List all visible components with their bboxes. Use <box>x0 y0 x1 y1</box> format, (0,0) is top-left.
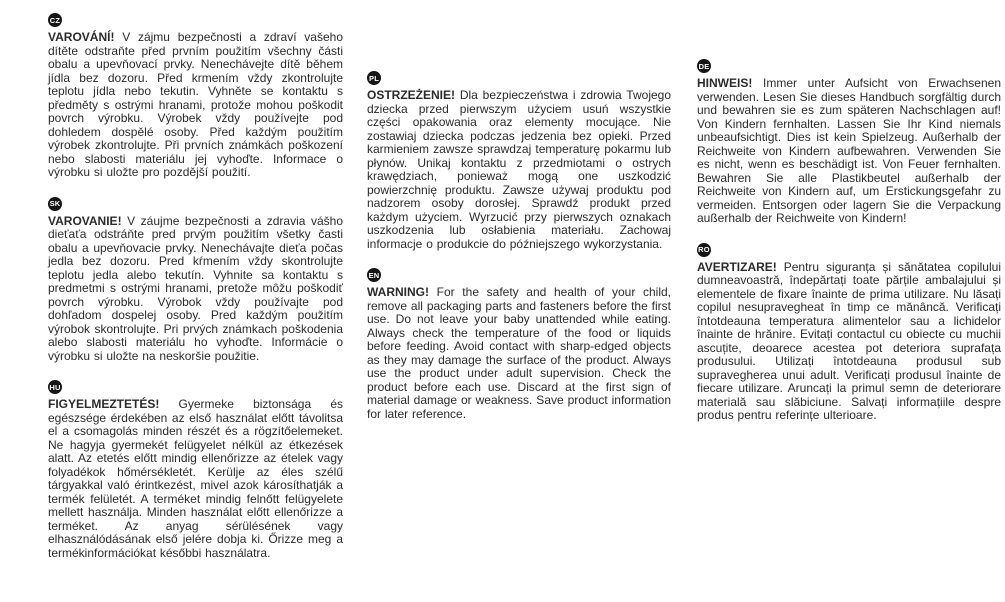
section-sk <box>48 197 343 364</box>
warning-paragraph-de <box>697 77 1001 226</box>
warning-title-de: HINWEIS! <box>697 76 753 90</box>
column-middle <box>367 71 671 438</box>
section-en <box>367 268 671 421</box>
warning-title-cz: VAROVÁNÍ! <box>48 30 115 44</box>
section-de <box>697 59 1001 226</box>
warning-body-ro: Pentru siguranța și sănătatea copilului dumneavoastră, îndepărtați toate părțile ambalajului și elementele de fixare înainte de prima utilizare. Nu lăsați copilul nesupravegheat în timp ce mănâncă. Verificați întotdeauna temperatura alimentelor sau a lichidelor înainte de hrănire. Evitați contactul cu obiecte cu muchii ascuțite, deoarece acestea pot deteriora suprafața produsului. Utilizați întotdeauna produsul sub supravegherea unui adult. Verificați produsul înainte de fiecare utilizare. Aruncați la primul semn de deteriorare materială sau slăbiciune. Salvați informațiile despre produs pentru referințe ulterioare. <box>697 259 1001 422</box>
warning-paragraph-hu <box>48 398 343 560</box>
warning-title-ro: AVERTIZARE! <box>697 259 777 274</box>
lang-badge-pl: PL <box>367 71 381 85</box>
warning-paragraph-pl <box>367 89 671 251</box>
warning-title-pl: OSTRZEŻENIE! <box>367 88 456 102</box>
column-right <box>697 59 1001 440</box>
lang-badge-en: EN <box>367 268 381 282</box>
section-cz <box>48 13 343 180</box>
warning-title-sk: VAROVANIE! <box>48 213 122 228</box>
warning-title-hu: FIGYELMEZTETÉS! <box>48 397 160 411</box>
warning-body-cz: V zájmu bezpečnosti a zdraví vašeho dítěte odstraňte před prvním použitím všechny části obalu a upevňovací prvky. Nenechávejte dítě během jídla bez dozoru. Před krmením vždy zkontrolujte teplotu jídla nebo tekutin. Vyhněte se kontaktu s předměty s ostrými hranami, protože mohou poškodit povrch výrobku. Výrobek vždy používejte pod dohledem dospělé osoby. Před každým použitím výrobek zkontrolujte. Při prvních známkách poškození nebo slabosti materiálu jej vyhoďte. Informace o výrobku si uložte pro pozdější použití. <box>48 30 343 179</box>
warning-body-sk: V záujme bezpečnosti a zdravia vášho dieťaťa odstráňte pred prvým použitím všetky časti obalu a upevňovacie prvky. Nenechávajte dieťa počas jedla bez dozoru. Pred kŕmením vždy skontrolujte teplotu jedla alebo tekutín. Vyhnite sa kontaktu s predmetmi s ostrými hranami, pretože môžu poškodiť povrch výrobku. Výrobok vždy používajte pod dohľadom dospelej osoby. Pred každým použitím výrobok skontrolujte. Pri prvých známkach poškodenia alebo slabosti materiálu ho vyhoďte. Informácie o výrobku si uložte na neskoršie použitie. <box>48 213 343 363</box>
warning-body-hu: Gyermeke biztonsága és egészsége érdekében az első használat előtt távolitsa el a csomagolás minden részét és a rögzítőelemeket. Ne hagyja gyermekét felügyelet nélkül az étkezések alatt. Az etetés előtt mindig ellenőrizze az ételek vagy folyadékok hőmérsékletét. Kerülje az éles szélű tárgyakkal való érintkezést, mivel azok károsíthatják a termék felületét. A terméket mindig felnőtt felügyelete mellett használja. Minden használat előtt ellenőrizze a terméket. Az anyag sérülésének vagy elhasználódásának első jelére dobja ki. Őrizze meg a termékinformációkat későbbi használatra. <box>48 397 343 560</box>
column-left <box>48 13 343 577</box>
section-hu <box>48 380 343 560</box>
warning-body-en: For the safety and health of your child, remove all packaging parts and fasteners before the first use. Do not leave your baby unattended while eating. Always check the temperature of the food or liquids before feeding. Avoid contact with sharp-edged objects as they may damage the surface of the product. Always use the product under adult supervision. Check the product before each use. Discard at the first sign of material damage or weakness. Save product information for later reference. <box>367 285 671 421</box>
warning-title-en: WARNING! <box>367 285 429 299</box>
warning-paragraph-sk <box>48 215 343 364</box>
lang-badge-sk: SK <box>48 197 62 211</box>
lang-badge-hu: HU <box>48 380 62 394</box>
section-ro <box>697 243 1001 423</box>
warning-paragraph-ro <box>697 261 1001 423</box>
warning-body-de: Immer unter Aufsicht von Erwachsenen verwenden. Lesen Sie dieses Handbuch sorgfältig durch und bewahren sie es zum späteren Nachschlagen auf! Von Kindern fernhalten. Lassen Sie Ihr Kind niemals unbeaufsichtigt. Dies ist kein Spielzeug. Außerhalb der Reichweite von Kindern aufbewahren. Verwenden Sie es nicht, wenn es beschädigt ist. Von Feuer fernhalten. Bewahren Sie alle Plastikbeutel außerhalb der Reichweite von Kindern auf, um Erstickungsgefahr zu vermeiden. Entsorgen oder lagern Sie die Verpackung außerhalb der Reichweite von Kindern! <box>697 76 1002 225</box>
lang-badge-de: DE <box>697 59 711 73</box>
warning-paragraph-en <box>367 286 671 421</box>
section-pl <box>367 71 671 251</box>
warning-paragraph-cz <box>48 31 343 180</box>
lang-badge-ro: RO <box>697 243 711 257</box>
warning-body-pl: Dla bezpieczeństwa i zdrowia Twojego dziecka przed pierwszym użyciem usuń wszystkie części opakowania oraz elementy mocujące. Nie zostawiaj dziecka podczas jedzenia bez opieki. Przed karmieniem zawsze sprawdzaj temperaturę pokarmu lub płynów. Unikaj kontaktu z przedmiotami o ostrych krawędziach, ponieważ mogą one uszkodzić powierzchnię produktu. Zawsze używaj produktu pod nadzorem osoby dorosłej. Sprawdź produkt przed każdym użyciem. Wyrzucić przy pierwszych oznakach uszkodzenia lub osłabienia materiału. Zachowaj informacje o produkcie do późniejszego wykorzystania. <box>367 88 671 251</box>
lang-badge-cz: CZ <box>48 13 62 27</box>
